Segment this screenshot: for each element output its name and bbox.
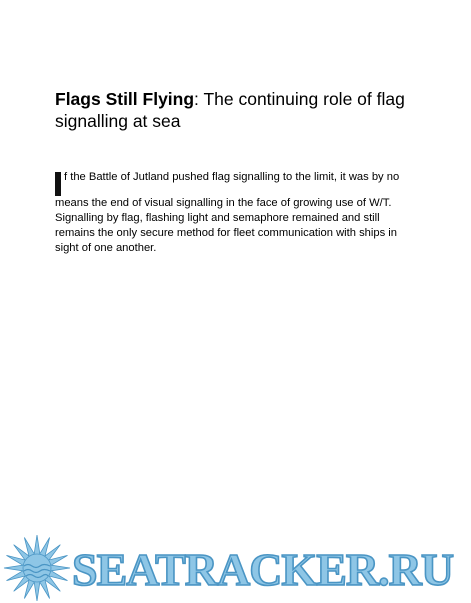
article-heading xyxy=(55,88,435,132)
watermark xyxy=(0,533,471,603)
body-paragraph-text: f the Battle of Jutland pushed flag signalling to the limit, it was by no means the end of visual signalling in the face of growing use of W/T. Signalling by flag, flashing light and semaphore remained and still remains the only secure method for fleet communication with ships in sight of one another. xyxy=(55,171,400,254)
sun-burst-icon xyxy=(2,533,72,603)
watermark-text: SEATRACKER.RU xyxy=(72,544,454,595)
heading-bold-title: Flags Still Flying xyxy=(55,89,195,109)
drop-cap-i xyxy=(55,172,61,196)
heading-subtitle: : The continuing role of flag signalling at sea xyxy=(55,89,405,131)
body-paragraph xyxy=(55,170,405,256)
